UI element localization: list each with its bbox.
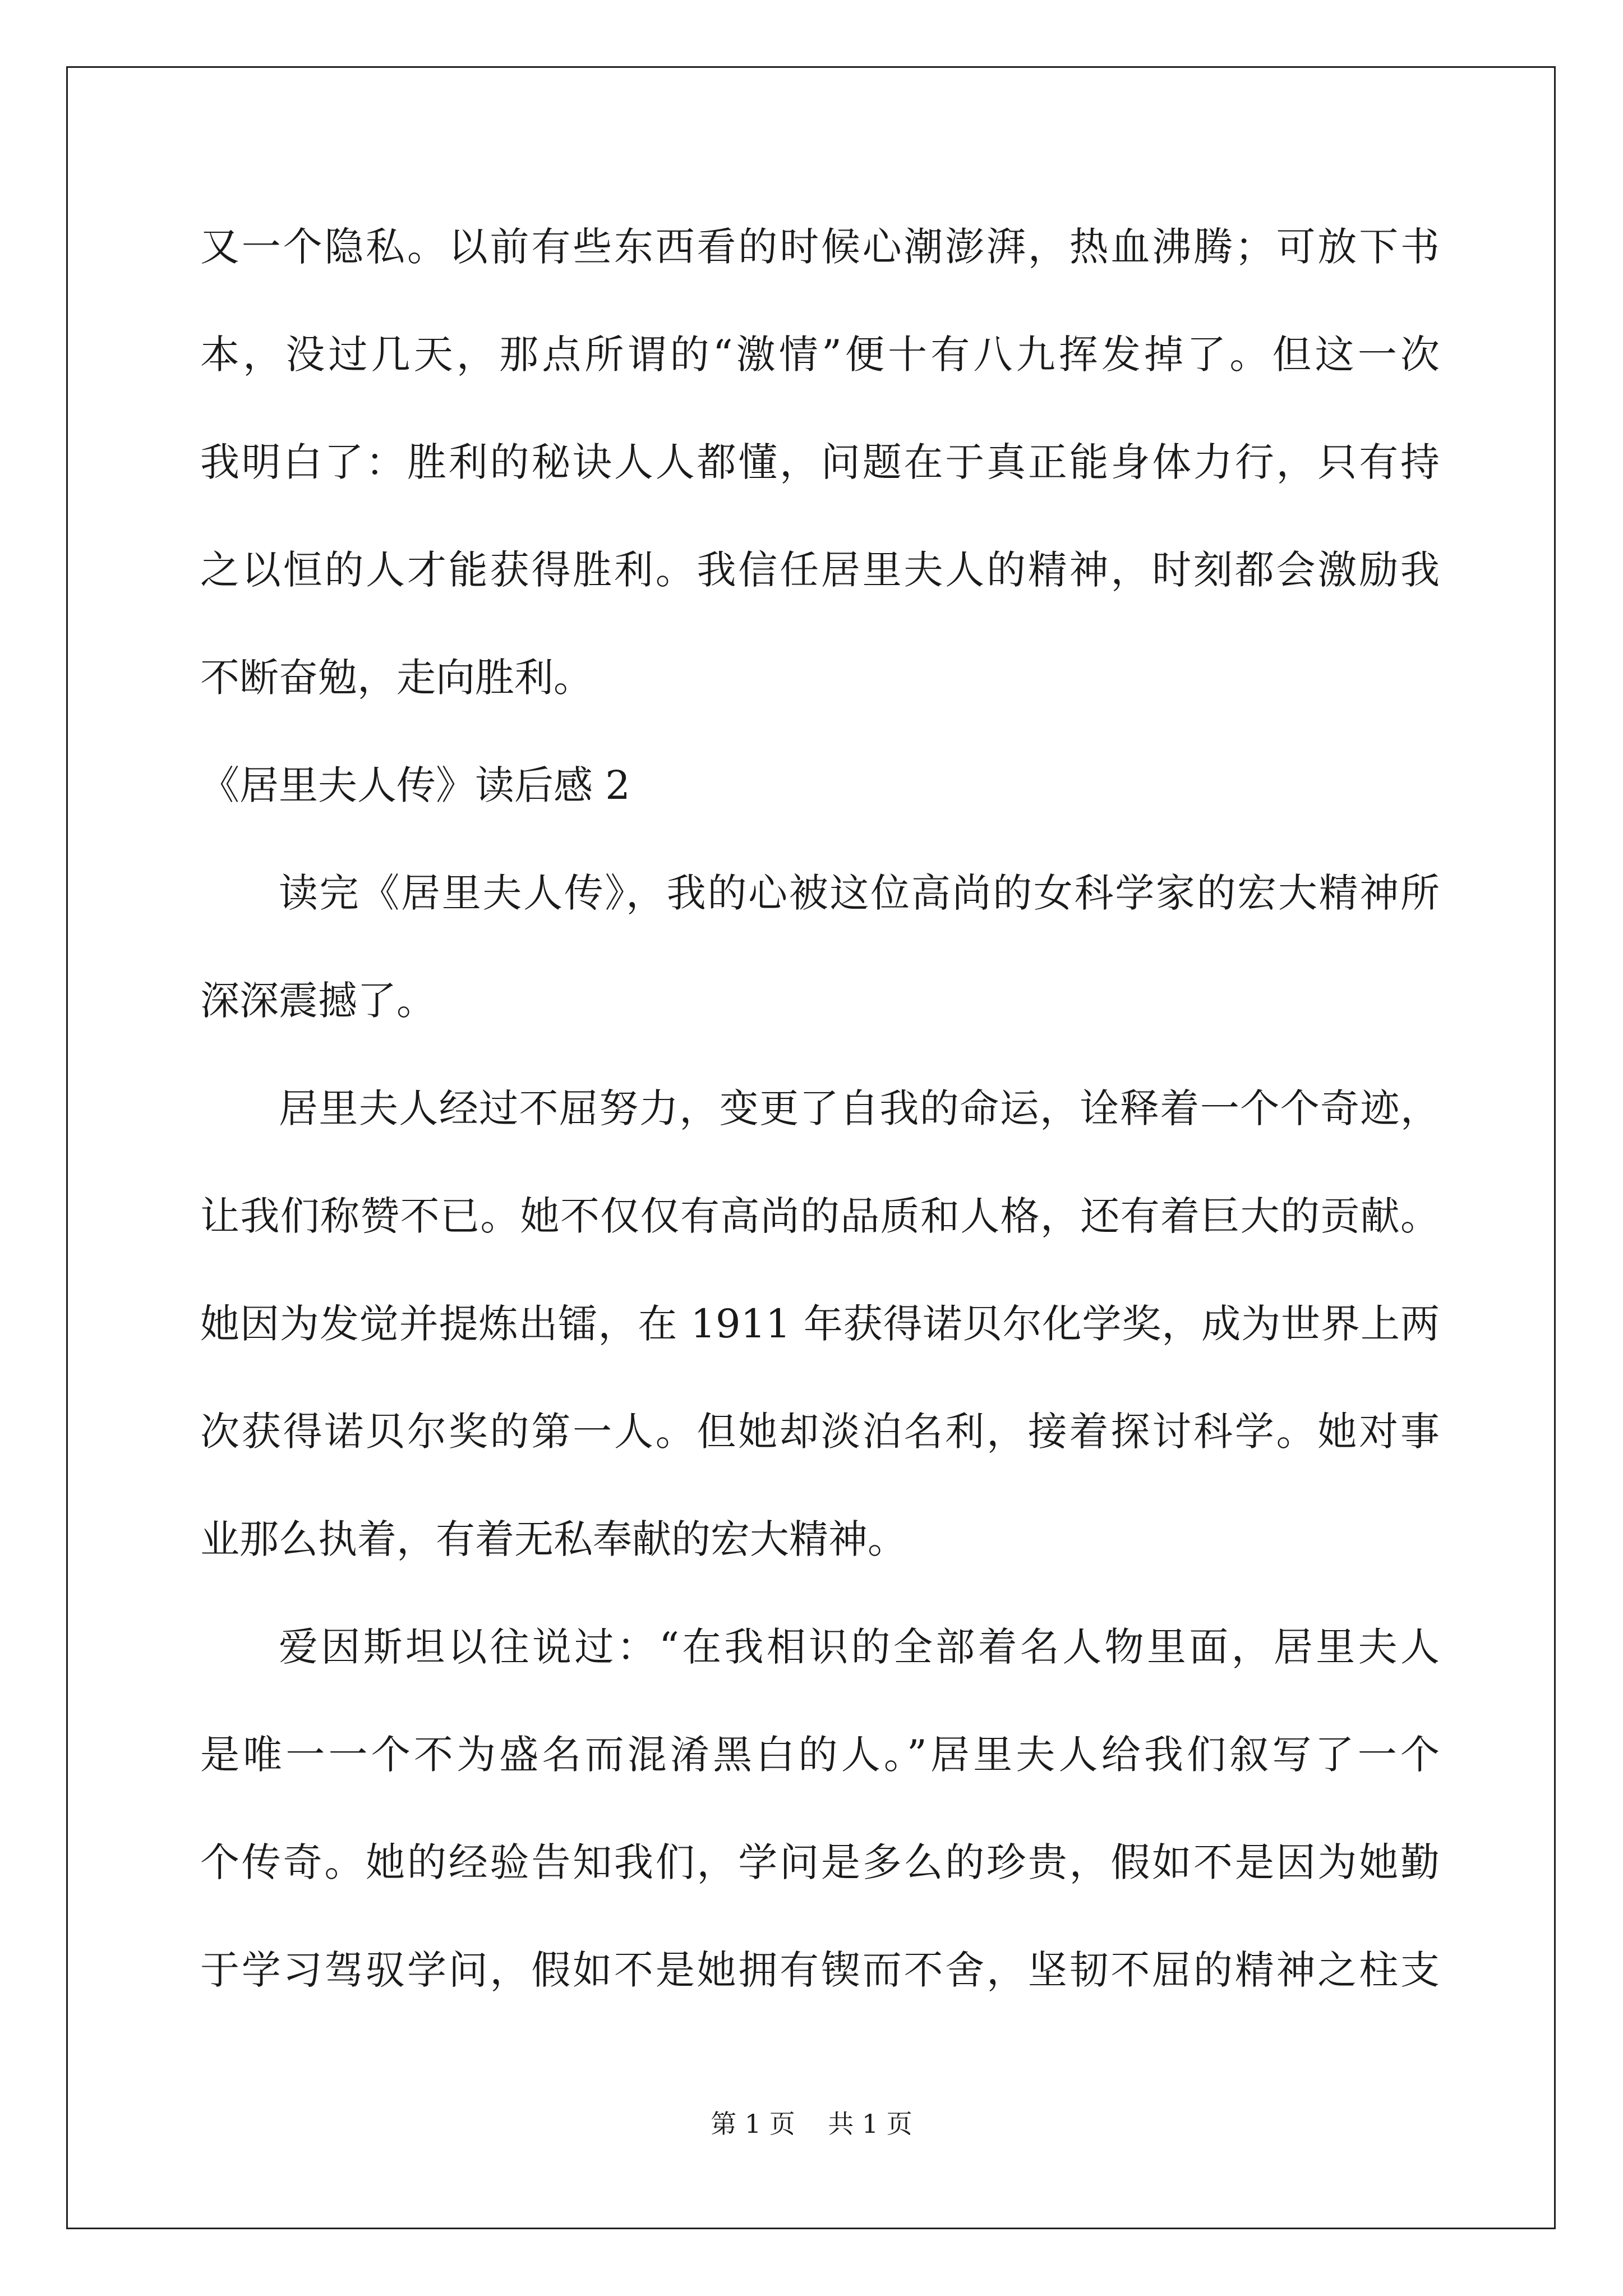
paragraph-line: 读完《居里夫人传》，我的心被这位高尚的女科学家的宏大精神所 [279, 870, 1440, 916]
paragraph-line: 让我们称赞不已。她不仅仅有高尚的品质和人格，还有着巨大的贡献。 [200, 1193, 1440, 1239]
paragraph-line: 爱因斯坦以往说过：“在我相识的全部着名人物里面，居里夫人 [279, 1624, 1440, 1670]
paragraph-line: 居里夫人经过不屈努力，变更了自我的命运，诠释着一个个奇迹， [279, 1085, 1440, 1131]
paragraph-line: 本，没过几天，那点所谓的“激情”便十有八九挥发掉了。但这一次 [200, 332, 1440, 378]
document-body [200, 216, 1440, 2047]
paragraph-line: 个传奇。她的经验告知我们，学问是多么的珍贵，假如不是因为她勤 [200, 1839, 1440, 1885]
paragraph-line: 我明白了：胜利的秘诀人人都懂，问题在于真正能身体力行，只有持 [200, 439, 1440, 485]
paragraph-line: 是唯一一个不为盛名而混淆黑白的人。”居里夫人给我们叙写了一个 [200, 1732, 1440, 1778]
paragraph-line: 之以恒的人才能获得胜利。我信任居里夫人的精神，时刻都会激励我 [200, 547, 1440, 593]
paragraph-line: 她因为发觉并提炼出镭，在 1911 年获得诺贝尔化学奖，成为世界上两 [200, 1301, 1440, 1347]
paragraph-line: 业那么执着，有着无私奉献的宏大精神。 [200, 1516, 907, 1562]
page-number-footer: 第 1 页 共 1 页 [711, 2109, 912, 2139]
paragraph-line: 不断奋勉，走向胜利。 [200, 655, 593, 701]
paragraph-line: 于学习驾驭学问，假如不是她拥有锲而不舍，坚韧不屈的精神之柱支 [200, 1947, 1440, 1993]
section-heading: 《居里夫人传》读后感 2 [200, 762, 630, 808]
paragraph-line: 次获得诺贝尔奖的第一人。但她却淡泊名利，接着探讨科学。她对事 [200, 1409, 1440, 1455]
paragraph-line: 又一个隐私。以前有些东西看的时候心潮澎湃，热血沸腾；可放下书 [200, 224, 1440, 270]
paragraph-line: 深深震撼了。 [200, 978, 436, 1024]
